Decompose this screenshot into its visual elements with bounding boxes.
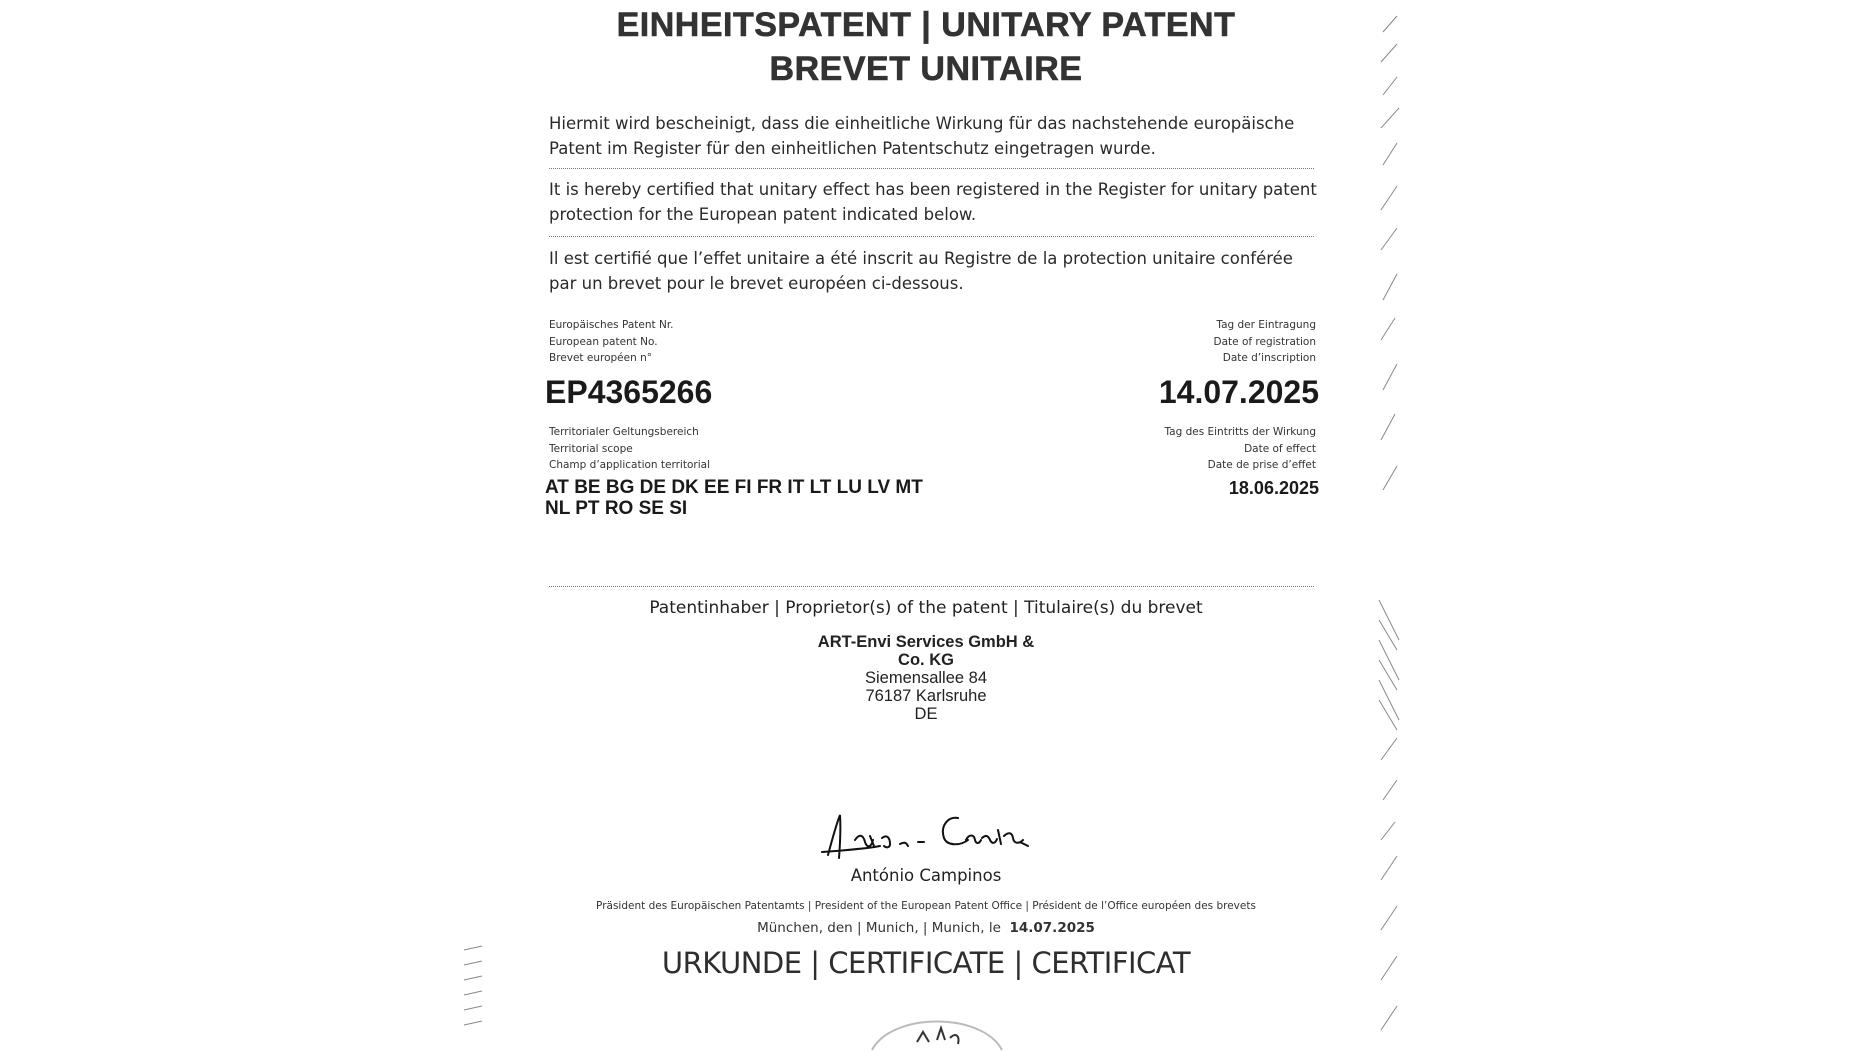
patent-number-label-en: European patent No. [549, 335, 658, 348]
effect-date-label-fr: Date de prise d’effet [1207, 459, 1316, 471]
certification-text-en: It is hereby certified that unitary effect has been registered in the Register for unitary patent protection for the European patent indicated below. [549, 180, 1317, 224]
scan-edge-marks [1375, 0, 1415, 1042]
patent-number-label-fr: Brevet européen n° [549, 352, 652, 364]
territorial-scope-countries [545, 477, 965, 519]
divider [549, 236, 1314, 237]
signing-date: 14.07.2025 [1009, 920, 1095, 936]
proprietor-country: DE [914, 705, 938, 723]
office-seal [862, 1002, 1012, 1052]
proprietor-name-line-2: Co. KG [898, 651, 954, 669]
proprietor-street: Siemensallee 84 [865, 669, 987, 687]
signatory-name: António Campinos [850, 866, 1002, 885]
proprietor-heading: Patentinhaber | Proprietor(s) of the patent | Titulaire(s) du brevet [649, 598, 1203, 618]
patent-number-label-de: Europäisches Patent Nr. [549, 319, 674, 331]
patent-number-labels [549, 317, 674, 367]
divider [549, 586, 1314, 587]
effect-date-label-de: Tag des Eintritts der Wirkung [1164, 426, 1316, 438]
registration-date: 14.07.2025 [1158, 374, 1319, 410]
registration-date-label-de: Tag der Eintragung [1216, 319, 1316, 331]
certificate-footer-title: URKUNDE | CERTIFICATE | CERTIFICAT [661, 946, 1191, 980]
effect-date-labels [1164, 424, 1316, 474]
effect-date: 18.06.2025 [1228, 478, 1319, 498]
patent-number: EP4365266 [545, 374, 713, 410]
registration-date-labels [1214, 317, 1316, 367]
certification-text-fr: Il est certifié que l’effet unitaire a été inscrit au Registre de la protection unitaire conférée par un brevet pour le brevet européen ci-dessous. [549, 249, 1293, 293]
territorial-scope-label-fr: Champ d’application territorial [549, 459, 710, 471]
signing-place-and-date [0, 920, 1852, 936]
territorial-scope-line-1: AT BE BG DE DK EE FI FR IT LT LU LV MT [545, 477, 923, 498]
certification-text-de: Hiermit wird bescheinigt, dass die einheitliche Wirkung für das nachstehende europäische Patent im Register für den einheitlichen Patentschutz eingetragen wurde. [549, 114, 1295, 158]
handwritten-signature [810, 800, 1040, 870]
proprietor-city: 76187 Karlsruhe [865, 687, 987, 705]
territorial-scope-label-de: Territorialer Geltungsbereich [549, 426, 699, 438]
signatory-office: Präsident des Europäischen Patentamts | President of the European Patent Office | Président de l’Office européen des brevets [596, 900, 1256, 912]
effect-date-label-en: Date of effect [1244, 442, 1316, 455]
territorial-scope-labels [549, 424, 710, 474]
signing-place: München, den | Munich, | Munich, le [757, 920, 1001, 936]
registration-date-label-en: Date of registration [1213, 335, 1316, 348]
proprietor-block [0, 633, 1852, 723]
territorial-scope-line-2: NL PT RO SE SI [545, 498, 688, 519]
title-line-2: BREVET UNITAIRE [769, 50, 1083, 88]
territorial-scope-label-en: Territorial scope [549, 442, 633, 455]
proprietor-name-line-1: ART-Envi Services GmbH & [817, 633, 1035, 651]
registration-date-label-fr: Date d’inscription [1222, 352, 1316, 364]
title-line-1: EINHEITSPATENT | UNITARY PATENT [616, 6, 1236, 44]
divider [549, 168, 1314, 169]
scan-edge-marks [458, 945, 488, 1042]
